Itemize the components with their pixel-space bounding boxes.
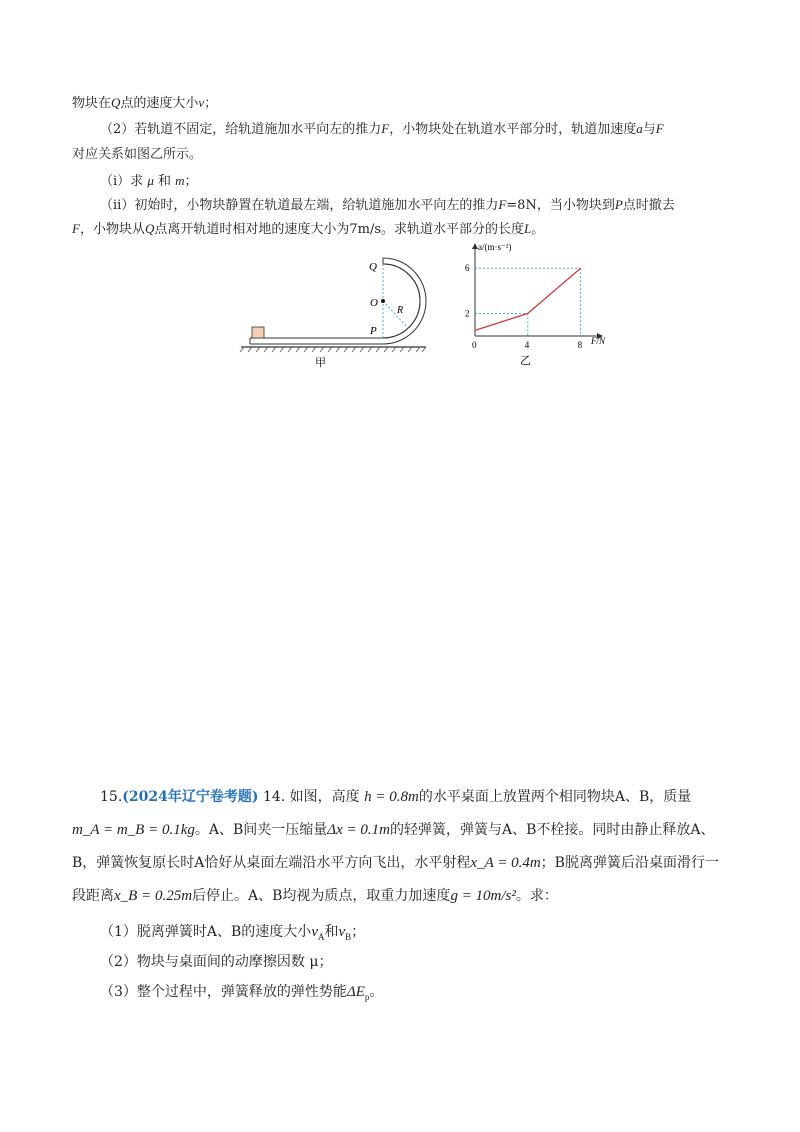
y-tick-label: 2 — [465, 308, 470, 319]
mass-symbol: m — [175, 173, 185, 188]
text-segment: （ii）初始时，小物块静置在轨道最左端，给轨道施加水平向左的推力 — [100, 198, 499, 213]
text-segment: 。求： — [515, 888, 558, 904]
text-segment: 与 — [642, 122, 656, 137]
text-segment: ；B脱离弹簧后沿桌面滑行一 — [540, 855, 719, 871]
force-symbol: F — [498, 197, 507, 212]
text-segment: （2）物块与桌面间的动摩擦因数 μ； — [100, 954, 333, 970]
series-line — [475, 268, 581, 330]
equation-h: h = 0.8m — [364, 789, 419, 805]
text-line-1 — [72, 93, 217, 114]
text-segment: 点的速度大小 — [120, 96, 199, 111]
text-segment: （1）脱离弹簧时A、B的速度大小 — [100, 924, 312, 940]
text-segment: ； — [204, 96, 218, 111]
equation-mass — [72, 822, 195, 838]
text-segment: 点离开轨道时相对地的速度大小为7m/s。求轨道水平部分的长度 — [154, 222, 525, 237]
text-segment: ； — [351, 924, 366, 940]
y-tick-label: 6 — [465, 263, 470, 274]
text-segment: =8N，当小物块到 — [506, 198, 615, 213]
q15-sub-3 — [100, 982, 383, 1007]
tick-labels — [465, 263, 583, 350]
text-segment: 的水平桌面上放置两个相同物块A、B，质量 — [418, 789, 692, 805]
label-q: Q — [369, 261, 377, 273]
text-segment: 物块在 — [72, 96, 112, 111]
symbol-vb: $v_B$ — [338, 924, 352, 942]
text-segment: 的轻弹簧，弹簧与A、B不栓接。同时由静止释放A、 — [389, 822, 715, 838]
text-line-3 — [72, 145, 202, 165]
point-q-symbol: Q — [111, 95, 121, 110]
text-segment: ，小物块处在轨道水平部分时，轨道加速度 — [389, 122, 637, 137]
symbol-va: $v_A$ — [311, 924, 325, 942]
text-segment: B，弹簧恢复原长时A恰好从桌面左端沿水平方向飞出，水平射程 — [72, 855, 471, 871]
equation-mass-text: m_A = m_B = 0.1kg — [72, 822, 195, 838]
text-segment: 和 — [157, 174, 171, 189]
text-segment: 。A、B间夹一压缩量 — [194, 822, 328, 838]
y-axis-label: a/(m·s⁻²) — [478, 242, 512, 252]
length-symbol: L — [524, 221, 532, 236]
radius-line — [383, 301, 408, 328]
text-segment: ； — [184, 174, 198, 189]
caption-yi: 乙 — [520, 355, 531, 367]
equation-g: g = 10m/s² — [450, 888, 516, 904]
velocity-symbol: v — [198, 95, 205, 110]
figure-a-f-chart — [462, 238, 622, 372]
text-segment: 。 — [369, 984, 384, 1000]
text-line-2 — [100, 119, 664, 140]
question-source: (2024年辽宁卷考题) — [122, 789, 259, 805]
text-segment: 和 — [324, 924, 339, 940]
text-segment: 后停止。A、B均视为质点，取重力加速度 — [192, 888, 451, 904]
caption-jia: 甲 — [315, 357, 326, 369]
text-segment: 14. 如图，高度 — [262, 789, 360, 805]
mu-symbol: μ — [147, 173, 154, 188]
track-arc-inner — [383, 264, 420, 338]
text-segment: 段距离 — [72, 888, 114, 904]
x-tick-label: 8 — [577, 340, 583, 350]
x-tick-label: 0 — [472, 340, 477, 350]
text-segment: （i）求 — [100, 174, 144, 189]
text-segment: （3）整个过程中，弹簧释放的弹性势能 — [100, 984, 347, 1000]
text-line-4 — [100, 171, 198, 192]
center-point — [381, 299, 385, 303]
q15-line-2 — [72, 820, 714, 840]
text-line-5 — [100, 195, 675, 216]
small-block — [252, 327, 264, 338]
ground-hatching — [240, 347, 426, 352]
point-q-symbol: Q — [144, 221, 155, 236]
label-r: R — [397, 305, 404, 316]
force-symbol: F — [381, 121, 390, 136]
text-segment: （2）若轨道不固定，给轨道施加水平向左的推力 — [100, 122, 382, 137]
force-symbol: F — [655, 121, 664, 136]
text-segment: ，小物块从 — [79, 222, 145, 237]
label-o: O — [370, 297, 378, 309]
equation-xa: x_A = 0.4m — [470, 855, 541, 871]
q15-line-1 — [100, 787, 691, 807]
text-segment: 对应关系如图乙所示。 — [72, 147, 203, 162]
text-segment: 。 — [531, 222, 545, 237]
label-p: P — [370, 325, 377, 337]
figure-track-diagram — [236, 250, 436, 375]
question-number: 15. — [100, 789, 123, 805]
q15-sub-2 — [100, 952, 332, 972]
x-tick-label: 4 — [524, 340, 530, 350]
q15-line-4 — [72, 886, 558, 906]
point-p-symbol: P — [614, 197, 623, 212]
x-axis-label: F/N — [591, 336, 606, 346]
equation-xb: x_B = 0.25m — [114, 888, 193, 904]
q15-sub-1 — [100, 922, 365, 947]
track-inner-arc — [383, 264, 420, 338]
q15-line-3 — [72, 853, 719, 873]
force-symbol: F — [72, 221, 80, 236]
equation-dx: Δx = 0.1m — [327, 822, 390, 838]
text-line-6 — [72, 219, 544, 240]
acceleration-symbol: a — [636, 121, 643, 136]
text-segment: 点时撤去 — [622, 198, 675, 213]
symbol-delta-ep: $\Delta E_p$ — [346, 984, 370, 1002]
